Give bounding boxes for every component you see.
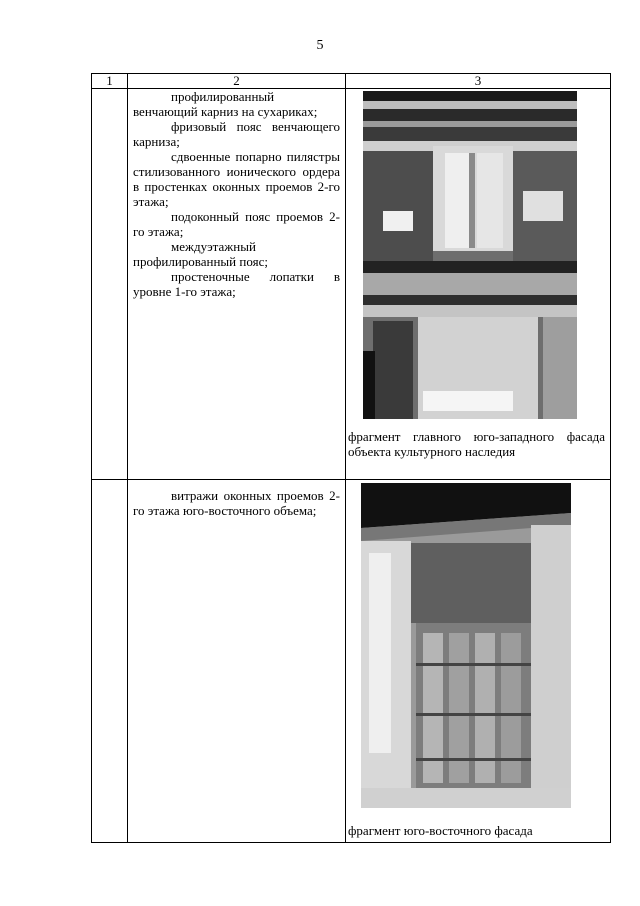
list-item: подоконный пояс проемов 2-го этажа;: [133, 209, 340, 239]
header-cell-2: 2: [128, 74, 346, 89]
description-cell: [128, 480, 346, 843]
table-row: [92, 480, 611, 843]
photo-cell: [346, 480, 611, 843]
list-item: витражи оконных проемов 2-го этажа юго-восточного объема;: [133, 488, 340, 518]
table-row: [92, 89, 611, 480]
photo-caption: фрагмент юго-восточного фасада: [348, 823, 533, 838]
facade-cornice-photo: [363, 91, 577, 419]
list-item: фризовый пояс венчающего карниза;: [133, 119, 340, 149]
header-cell-3: 3: [346, 74, 611, 89]
header-cell-1: 1: [92, 74, 128, 89]
list-item: профилированный венчающий карниз на сухариках;: [133, 89, 318, 119]
table-header-row: [92, 74, 611, 89]
row-number-cell: [92, 89, 128, 480]
row-number-cell: [92, 480, 128, 843]
photo-caption: фрагмент главного юго-западного фасада объекта культурного наследия: [348, 429, 605, 459]
list-item: междуэтажный профилированный пояс;: [133, 239, 268, 269]
page-number: 5: [316, 38, 324, 53]
facade-window-photo: [361, 483, 571, 808]
photo-cell: [346, 89, 611, 480]
heritage-table: [91, 73, 611, 843]
description-cell: [128, 89, 346, 480]
list-item: простеночные лопатки в уровне 1-го этажа;: [133, 269, 340, 299]
list-item: сдвоенные попарно пилястры стилизованного ионического ордера в простенках оконных проемов 2-го этажа;: [133, 149, 340, 209]
